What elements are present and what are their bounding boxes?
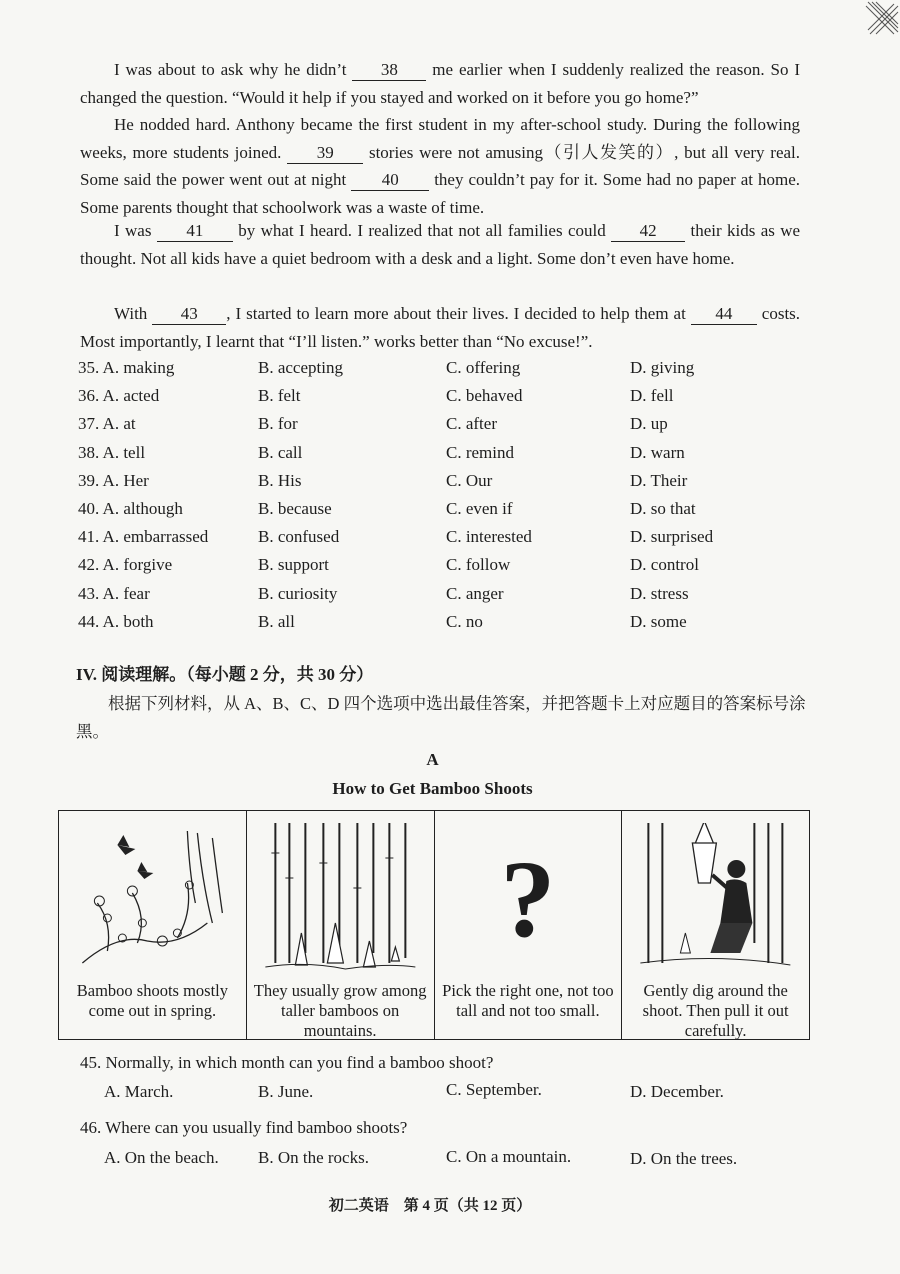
option-b: B. because (258, 499, 332, 518)
blank-44: 44 (691, 304, 757, 325)
q46-option-a: A. On the beach. (104, 1148, 219, 1167)
question-mark-symbol: ? (500, 837, 556, 960)
option-c: C. anger (446, 583, 504, 603)
option-c: C. follow (446, 555, 511, 575)
option-a: 37. A. at (78, 414, 136, 434)
option-c: C. no (446, 611, 483, 631)
question-46: 46. Where can you usually find bamboo shoots? (80, 1118, 408, 1137)
passage-label: A (426, 750, 439, 769)
option-d: D. up (630, 414, 668, 434)
q45-option-d: D. December. (630, 1082, 724, 1101)
option-a: 41. A. embarrassed (78, 527, 209, 547)
section-instruction: 根据下列材料，从 A、B、C、D 四个选项中选出最佳答案，并把答题卡上对应题目的答案标号涂黑。 (76, 694, 806, 741)
blank-39: 39 (287, 143, 363, 164)
option-row (78, 443, 818, 471)
option-a: 35. A. making (78, 358, 175, 377)
option-d: D. surprised (630, 527, 714, 547)
page-footer: 初二英语 第 4 页（共 12 页） (328, 1198, 532, 1214)
q46-option-c: C. On a mountain. (446, 1147, 572, 1166)
option-d: D. giving (630, 358, 695, 377)
option-b: B. call (258, 442, 303, 462)
option-d: D. some (630, 611, 687, 631)
option-row (78, 527, 818, 555)
option-row (78, 499, 818, 527)
option-row (78, 386, 818, 414)
option-a: 36. A. acted (78, 386, 160, 406)
option-c: C. offering (446, 358, 521, 377)
option-d: D. so that (630, 499, 696, 518)
blank-40: 40 (351, 170, 429, 191)
option-c: C. behaved (446, 386, 523, 406)
option-c: C. even if (446, 499, 513, 518)
option-a: 44. A. both (78, 611, 154, 631)
q46-option-b: B. On the rocks. (258, 1148, 369, 1167)
blank-38: 38 (352, 60, 426, 81)
option-c: C. remind (446, 442, 514, 462)
blank-41: 41 (157, 221, 233, 242)
passage-paragraph-3: I was 41 by what I heard. I realized that not all families could 42 their kids as we thought. Not all kids have a quiet bedroom with a desk and a light. Some don’t even have home. (80, 221, 801, 268)
question-45: 45. Normally, in which month can you find a bamboo shoot? (80, 1053, 494, 1072)
option-row (78, 414, 818, 442)
blank-42: 42 (611, 221, 685, 242)
option-row (78, 358, 818, 386)
option-d: D. fell (630, 386, 674, 406)
option-row (78, 584, 818, 612)
passage-paragraph-2: He nodded hard. Anthony became the first student in my after-school study. During the following weeks, more students joined. 39 stories were not amusing（引人发笑的）, but all very real. Some said the power went out at night 40 they couldn’t pay for it. Some had no paper at home. Some parents thought that schoolwork was a waste of time. (80, 115, 801, 217)
section-heading: IV. 阅读理解。（每小题 2 分，共 30 分） (76, 665, 374, 684)
passage-paragraph-1: I was about to ask why he didn’t 38 me earlier when I suddenly realized the reason. So I changed the question. “Would it help if you stayed and worked on it before you go home?” (80, 60, 801, 107)
option-a: 39. A. Her (78, 470, 149, 490)
option-row (78, 471, 818, 499)
article-title: How to Get Bamboo Shoots (332, 779, 533, 798)
panel-caption: They usually grow among taller bamboos on mountains. (253, 981, 427, 1040)
option-a: 38. A. tell (78, 442, 146, 462)
option-d: D. control (630, 555, 699, 575)
option-b: B. His (258, 470, 302, 490)
option-b: B. all (258, 611, 295, 631)
corner-scan-mark (864, 0, 900, 46)
panel-pick (435, 811, 623, 1039)
option-a: 43. A. fear (78, 583, 150, 603)
blank-43: 43 (152, 304, 226, 325)
option-c: C. after (446, 414, 497, 434)
q46-option-d: D. On the trees. (630, 1149, 738, 1168)
option-row (78, 555, 818, 583)
bamboo-forest-illustration (261, 823, 420, 975)
panel-mountains (247, 811, 435, 1039)
panel-spring (59, 811, 247, 1039)
option-b: B. for (258, 414, 298, 434)
option-d: D. stress (630, 583, 689, 603)
option-d: D. Their (630, 470, 688, 490)
q45-option-b: B. June. (258, 1082, 314, 1101)
blossom-birds-illustration (73, 823, 232, 975)
panel-caption: Gently dig around the shoot. Then pull it out carefully. (642, 981, 789, 1040)
option-b: B. curiosity (258, 583, 338, 603)
option-b: B. support (258, 555, 329, 575)
option-b: B. accepting (258, 358, 343, 377)
man-digging-illustration (636, 823, 795, 975)
passage-paragraph-4: With 43 , I started to learn more about their lives. I decided to help them at 44 costs. Most importantly, I learnt that “I’ll listen.” works better than “No excuse!”. (80, 304, 801, 351)
option-a: 42. A. forgive (78, 555, 173, 575)
panel-caption: Bamboo shoots mostly come out in spring. (76, 981, 228, 1020)
option-d: D. warn (630, 442, 685, 462)
panel-dig (622, 811, 809, 1039)
option-b: B. confused (258, 527, 340, 547)
option-c: C. Our (446, 470, 493, 490)
q45-option-c: C. September. (446, 1080, 542, 1099)
option-c: C. interested (446, 527, 532, 547)
option-row (78, 612, 818, 640)
option-b: B. felt (258, 386, 301, 406)
bamboo-steps-table (58, 810, 810, 1040)
panel-caption: Pick the right one, not too tall and not too small. (442, 981, 614, 1020)
option-a: 40. A. although (78, 499, 183, 518)
q45-option-a: A. March. (104, 1082, 174, 1101)
